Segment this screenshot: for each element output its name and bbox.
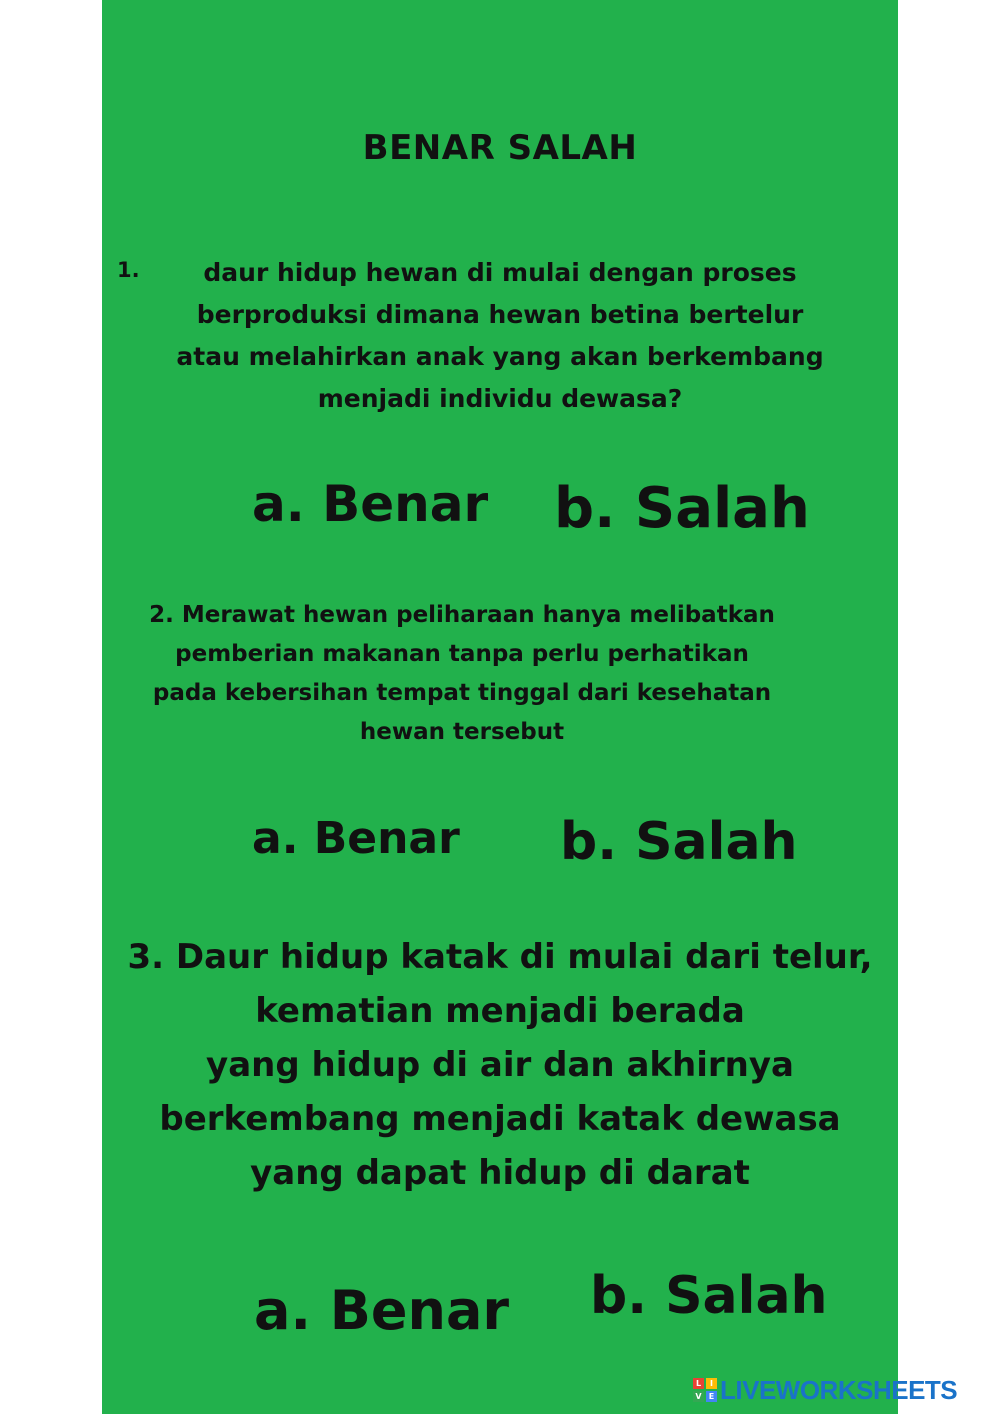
liveworksheets-brand [693,1376,957,1404]
logo-letter: V [693,1391,704,1402]
question-1-text [142,252,858,420]
question-2-option-benar[interactable]: a. Benar [252,813,460,864]
question-3-option-salah[interactable]: b. Salah [590,1266,828,1326]
question-3-line: kematian menjadi berada [255,991,745,1031]
question-1-line: berproduksi dimana hewan betina bertelur [196,300,804,329]
question-3-line: berkembang menjadi katak dewasa [159,1099,841,1139]
question-3-text [102,930,898,1200]
question-2-line: pemberian makanan tanpa perlu perhatikan [175,641,749,667]
logo-letter: I [706,1378,717,1389]
liveworksheets-logo-icon [693,1378,717,1402]
question-2-line: 2. Merawat hewan peliharaan hanya melibatkan [149,602,775,628]
question-2-text [112,596,812,752]
worksheet-title: BENAR SALAH [362,128,638,168]
logo-letter: E [706,1391,717,1402]
question-3-option-benar[interactable]: a. Benar [254,1279,510,1342]
question-1-line: atau melahirkan anak yang akan berkembang [176,342,824,371]
question-1-line: daur hidup hewan di mulai dengan proses [203,258,797,287]
worksheet-page [102,0,898,1414]
question-1-option-benar[interactable]: a. Benar [252,475,489,533]
question-3-line: yang dapat hidup di darat [250,1153,750,1193]
logo-letter: L [693,1378,704,1389]
liveworksheets-wordmark: LIVEWORKSHEETS [720,1374,958,1405]
question-2-option-salah[interactable]: b. Salah [560,812,798,872]
question-3-line: 3. Daur hidup katak di mulai dari telur, [127,937,873,977]
question-2-line: pada kebersihan tempat tinggal dari kesehatan [152,680,772,706]
question-1-number: 1. [117,258,140,282]
question-1-option-salah[interactable]: b. Salah [554,476,810,541]
question-3-line: yang hidup di air dan akhirnya [206,1045,794,1085]
question-1-line: menjadi individu dewasa? [317,384,683,413]
question-2-line: hewan tersebut [359,719,565,745]
